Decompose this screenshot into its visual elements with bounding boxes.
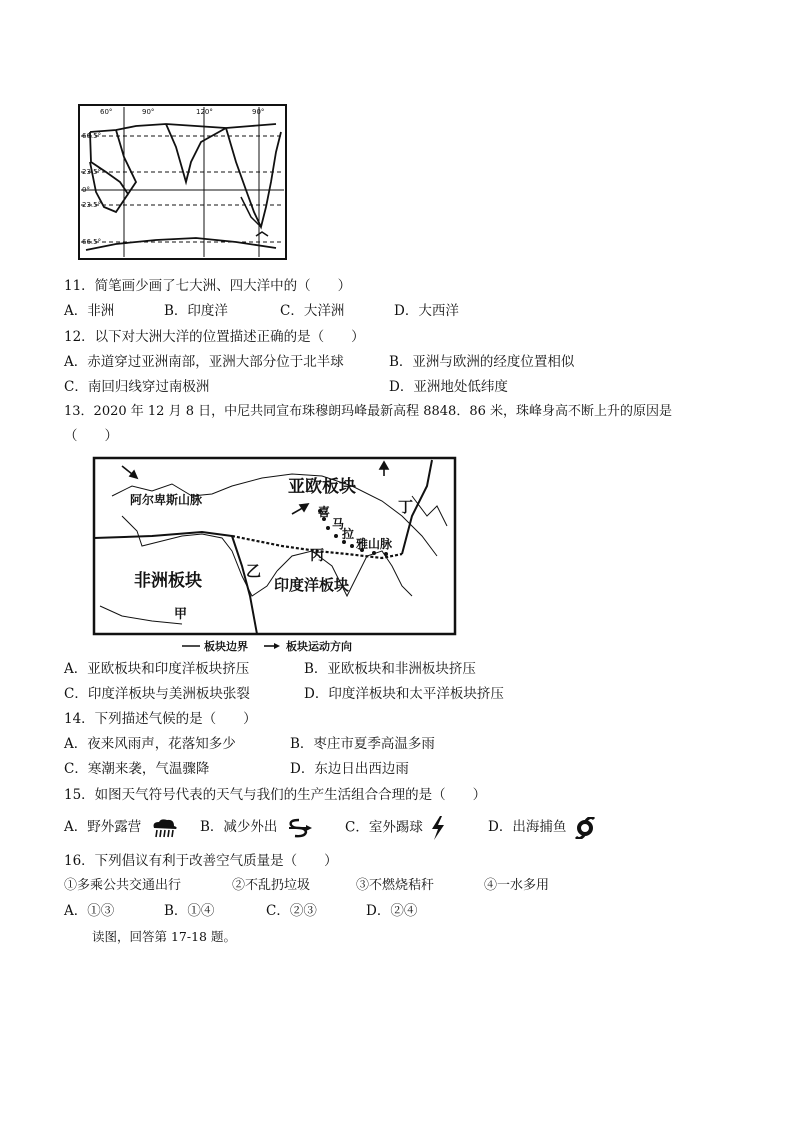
label-alps: 阿尔卑斯山脉 [130, 493, 203, 507]
label-yi: 乙 [246, 562, 262, 580]
q16-item-1: ①多乘公共交通出行 [64, 878, 182, 893]
q15-option-a [64, 816, 179, 838]
lightning-icon [430, 816, 446, 840]
q13-option-c: C．印度洋板块与美洲板块张裂 [64, 686, 250, 702]
q11-stem: 11．简笔画少画了七大洲、四大洋中的（ ） [64, 278, 352, 294]
lat-label: 0° [82, 186, 90, 194]
world-sketch-map [76, 102, 290, 262]
lon-label: 90° [252, 108, 265, 116]
lon-label: 120° [196, 108, 213, 116]
label-ding: 丁 [398, 498, 414, 516]
q16-option-b: B．①④ [164, 903, 215, 919]
label-ma: 马 [332, 517, 345, 531]
label-yashanmai: 雅山脉 [356, 537, 393, 551]
q15-option-d-label: D．出海捕鱼 [488, 819, 567, 835]
q12-option-c: C．南回归线穿过南极洲 [64, 379, 210, 395]
lat-label: 66.5° [82, 132, 102, 140]
q15-option-c [345, 816, 446, 840]
label-indian-ocean-plate: 印度洋板块 [274, 576, 350, 594]
legend-direction: 板块运动方向 [286, 640, 352, 653]
q14-option-a: A．夜来风雨声，花落知多少 [64, 736, 236, 752]
q14-stem: 14．下列描述气候的是（ ） [64, 711, 257, 727]
rain-shower-icon [149, 818, 179, 838]
q12-option-d: D．亚洲地处低纬度 [389, 379, 508, 395]
lat-label: 66.5° [82, 238, 102, 246]
q15-option-b-label: B．减少外出 [200, 819, 278, 835]
instruction-17-18: 读图，回答第 17-18 题。 [92, 929, 236, 944]
plate-tectonics-map [92, 456, 458, 656]
q14-option-b: B．枣庄市夏季高温多雨 [290, 736, 435, 752]
q14-option-d: D．东边日出西边雨 [290, 761, 409, 777]
q13-option-a: A．亚欧板块和印度洋板块挤压 [64, 661, 250, 677]
legend-boundary: 板块边界 [204, 640, 248, 653]
q12-stem: 12．以下对大洲大洋的位置描述正确的是（ ） [64, 329, 365, 345]
sandstorm-icon [285, 817, 313, 839]
label-jia: 甲 [174, 607, 188, 622]
q15-option-b [200, 816, 313, 839]
q12-option-a: A．赤道穿过亚洲南部，亚洲大部分位于北半球 [64, 354, 344, 370]
q13-option-d: D．印度洋板块和太平洋板块挤压 [304, 686, 504, 702]
q16-option-d: D．②④ [366, 903, 418, 919]
q11-option-b: B．印度洋 [164, 303, 228, 319]
lat-label: 23.5° [82, 168, 102, 176]
q16-stem: 16．下列倡议有利于改善空气质量是（ ） [64, 853, 338, 869]
q16-option-c: C．②③ [266, 903, 317, 919]
label-bing: 丙 [310, 548, 324, 564]
lon-label: 60° [100, 108, 113, 116]
q11-option-a: A．非洲 [64, 303, 115, 319]
q11-option-c: C．大洋洲 [280, 303, 345, 319]
q15-option-a-label: A．野外露营 [64, 819, 142, 835]
q15-stem: 15．如图天气符号代表的天气与我们的生产生活组合合理的是（ ） [64, 787, 487, 803]
q13-option-b: B．亚欧板块和非洲板块挤压 [304, 661, 476, 677]
typhoon-icon [574, 817, 596, 839]
q14-option-c: C．寒潮来袭，气温骤降 [64, 761, 210, 777]
q13-stem-line2: （ ） [64, 428, 118, 444]
q13-stem-line1: 13．2020 年 12 月 8 日，中尼共同宣布珠穆朗玛峰最新高程 8848．86 米，珠峰身高不断上升的原因是 [64, 404, 672, 419]
label-eurasian-plate: 亚欧板块 [288, 477, 356, 497]
q16-item-4: ④一水多用 [484, 878, 550, 893]
q11-option-d: D．大西洋 [394, 303, 459, 319]
label-xi: 喜 [318, 505, 331, 519]
q12-option-b: B．亚洲与欧洲的经度位置相似 [389, 354, 575, 370]
q15-option-c-label: C．室外踢球 [345, 819, 423, 836]
lon-label: 90° [142, 108, 155, 116]
q16-item-3: ③不燃烧秸秆 [356, 878, 435, 893]
label-la: 拉 [342, 527, 355, 541]
label-african-plate: 非洲板块 [134, 571, 202, 591]
q16-option-a: A．①③ [64, 903, 115, 919]
lat-label: 23.5° [82, 201, 102, 209]
q15-option-d [488, 816, 596, 839]
q16-item-2: ②不乱扔垃圾 [232, 878, 311, 893]
